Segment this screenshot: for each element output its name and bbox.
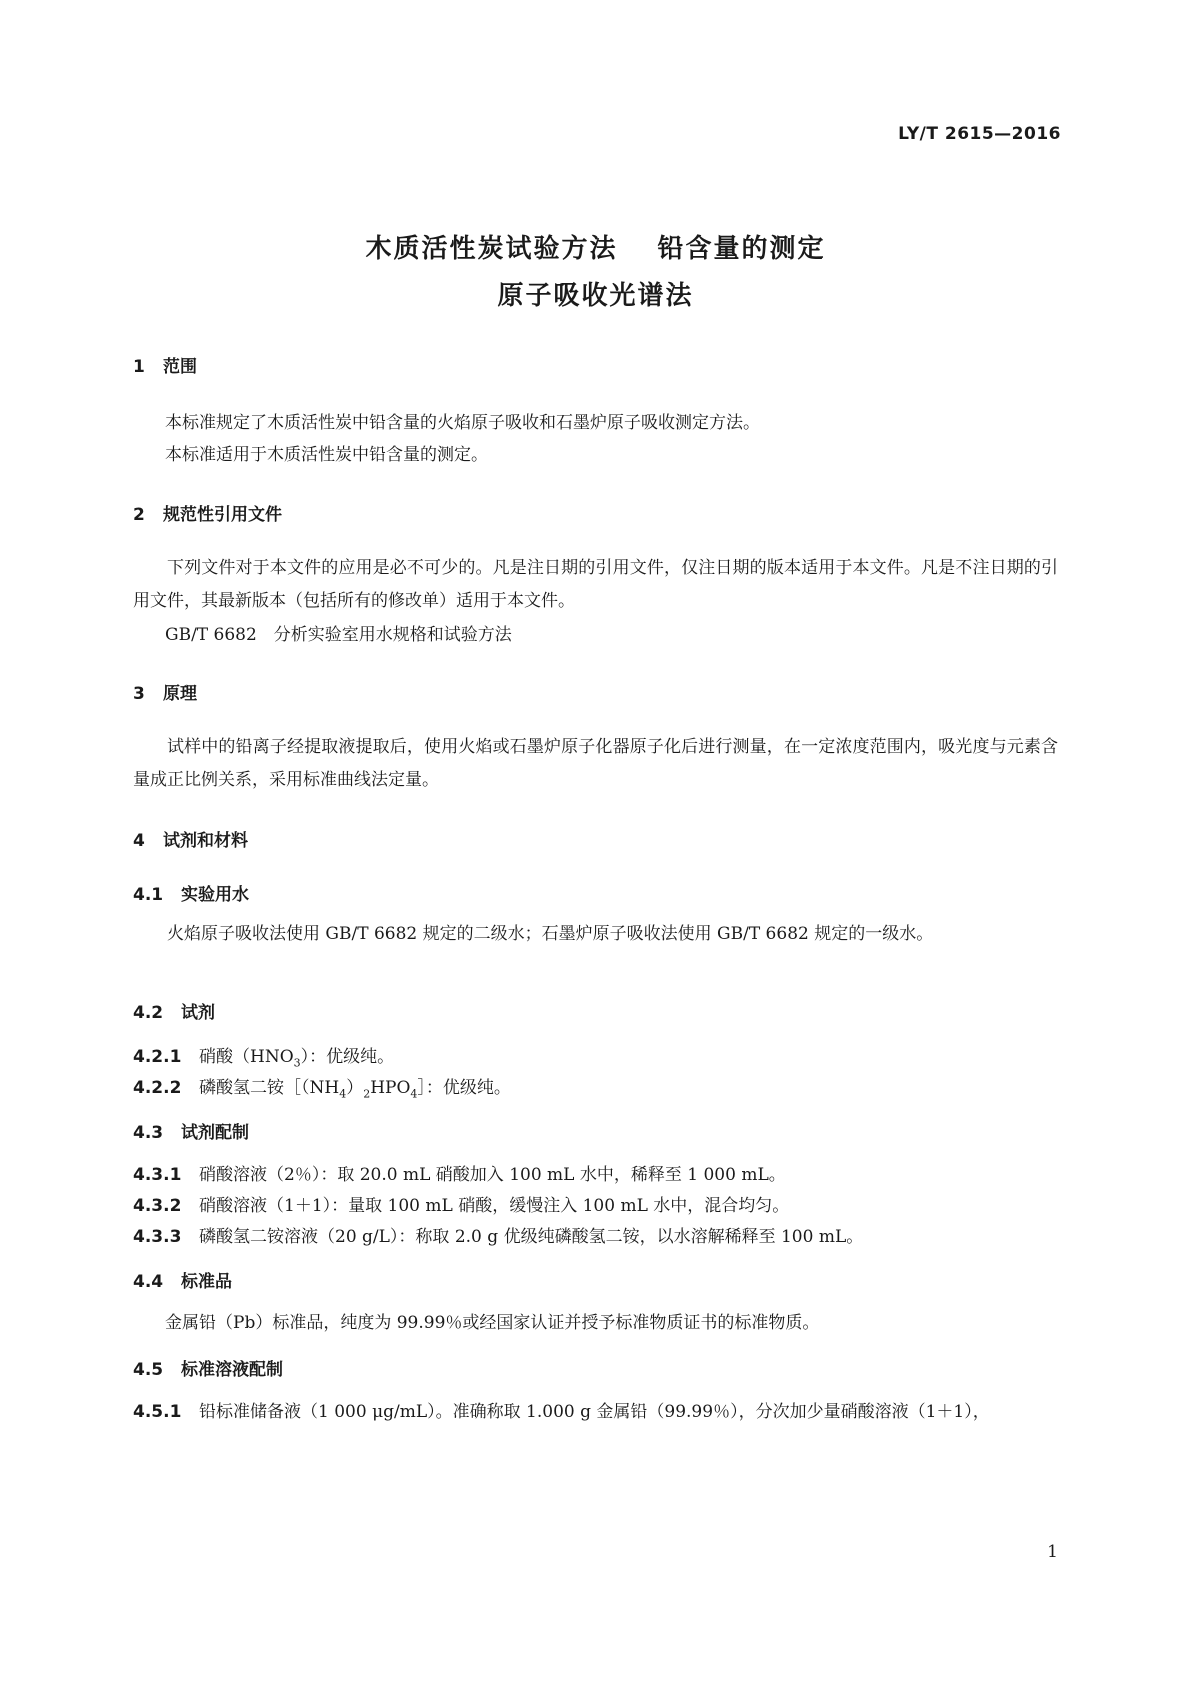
item-number: 4.3.2 xyxy=(133,1196,182,1216)
subsection-title: 标准溶液配制 xyxy=(181,1360,283,1380)
subsection-4-4-heading xyxy=(133,1267,232,1292)
normative-reference: GB/T 6682 分析实验室用水规格和试验方法 xyxy=(165,625,512,645)
document-title-line2: 原子吸收光谱法 xyxy=(497,281,694,311)
item-number: 4.3.3 xyxy=(133,1227,182,1247)
section-title: 试剂和材料 xyxy=(163,831,248,851)
item-number: 4.2.1 xyxy=(133,1047,182,1067)
list-item xyxy=(133,1042,394,1069)
subsection-number: 4.2 xyxy=(133,1003,164,1023)
item-text: 硝酸溶液（1＋1）：量取 100 mL 硝酸，缓慢注入 100 mL 水中，混合均匀。 xyxy=(199,1196,790,1216)
subsection-number: 4.4 xyxy=(133,1272,164,1292)
section-title: 范围 xyxy=(163,357,197,377)
document-title-line1 xyxy=(0,228,1191,265)
item-number: 4.3.1 xyxy=(133,1165,182,1185)
title-part1: 木质活性炭试验方法 xyxy=(365,234,618,264)
subsection-number: 4.1 xyxy=(133,885,164,905)
subsection-title: 试剂配制 xyxy=(181,1123,249,1143)
list-item xyxy=(133,1073,511,1100)
section-number: 4 xyxy=(133,831,145,851)
item-text: 铅标准储备液（1 000 μg/mL）。准确称取 1.000 g 金属铅（99.99％），分次加少量硝酸溶液（1＋1）， xyxy=(199,1402,990,1422)
subsection-4-2-heading xyxy=(133,998,215,1023)
subsection-title: 试剂 xyxy=(181,1003,215,1023)
subsection-4-5-heading xyxy=(133,1355,283,1380)
paragraph: 金属铅（Pb）标准品，纯度为 99.99％或经国家认证并授予标准物质证书的标准物质。 xyxy=(165,1313,820,1333)
section-1-heading xyxy=(133,352,197,377)
item-text: HPO xyxy=(370,1078,411,1098)
item-text: 硝酸溶液（2％）：取 20.0 mL 硝酸加入 100 mL 水中，稀释至 1 000 mL。 xyxy=(199,1165,786,1185)
paragraph: 试样中的铅离子经提取液提取后，使用火焰或石墨炉原子化器原子化后进行测量，在一定浓度范围内，吸光度与元素含量成正比例关系，采用标准曲线法定量。 xyxy=(133,737,1058,790)
paragraph: 火焰原子吸收法使用 GB/T 6682 规定的二级水；石墨炉原子吸收法使用 GB/T 6682 规定的一级水。 xyxy=(167,924,934,944)
item-text: 硝酸（HNO xyxy=(199,1047,294,1067)
list-item xyxy=(133,1191,789,1216)
subscript: 4 xyxy=(339,1087,347,1101)
section-2-heading xyxy=(133,500,282,525)
title-part2: 铅含量的测定 xyxy=(657,234,826,264)
paragraph: 本标准规定了木质活性炭中铅含量的火焰原子吸收和石墨炉原子吸收测定方法。 xyxy=(165,413,760,433)
subsection-4-1-heading xyxy=(133,880,249,905)
section-number: 3 xyxy=(133,684,145,704)
paragraph: 下列文件对于本文件的应用是必不可少的。凡是注日期的引用文件，仅注日期的版本适用于本文件。凡是不注日期的引用文件，其最新版本（包括所有的修改单）适用于本文件。 xyxy=(133,558,1058,611)
section-3-heading xyxy=(133,679,197,704)
item-number: 4.5.1 xyxy=(133,1402,182,1422)
paragraph: 本标准适用于木质活性炭中铅含量的测定。 xyxy=(165,445,488,465)
list-item xyxy=(133,1222,863,1247)
subsection-number: 4.3 xyxy=(133,1123,164,1143)
subscript: 2 xyxy=(363,1087,371,1101)
subscript: 4 xyxy=(410,1087,418,1101)
item-text: ） xyxy=(346,1078,364,1098)
subsection-number: 4.5 xyxy=(133,1360,164,1380)
section-title: 原理 xyxy=(163,684,197,704)
section-title: 规范性引用文件 xyxy=(163,505,282,525)
subscript: 3 xyxy=(293,1056,301,1070)
section-4-heading xyxy=(133,826,248,851)
item-text: ］：优级纯。 xyxy=(417,1078,511,1098)
item-text: ）：优级纯。 xyxy=(300,1047,395,1067)
list-item xyxy=(133,1397,990,1422)
standard-code: LY/T 2615—2016 xyxy=(898,124,1061,144)
item-text: 磷酸氢二铵溶液（20 g/L）：称取 2.0 g 优级纯磷酸氢二铵，以水溶解稀释至 100 mL。 xyxy=(199,1227,864,1247)
subsection-4-3-heading xyxy=(133,1118,249,1143)
item-text: 磷酸氢二铵［（NH xyxy=(199,1078,340,1098)
subsection-title: 标准品 xyxy=(181,1272,232,1292)
page-number: 1 xyxy=(1047,1542,1058,1562)
item-number: 4.2.2 xyxy=(133,1078,182,1098)
list-item xyxy=(133,1160,786,1185)
section-number: 2 xyxy=(133,505,145,525)
subsection-title: 实验用水 xyxy=(181,885,249,905)
section-number: 1 xyxy=(133,357,145,377)
